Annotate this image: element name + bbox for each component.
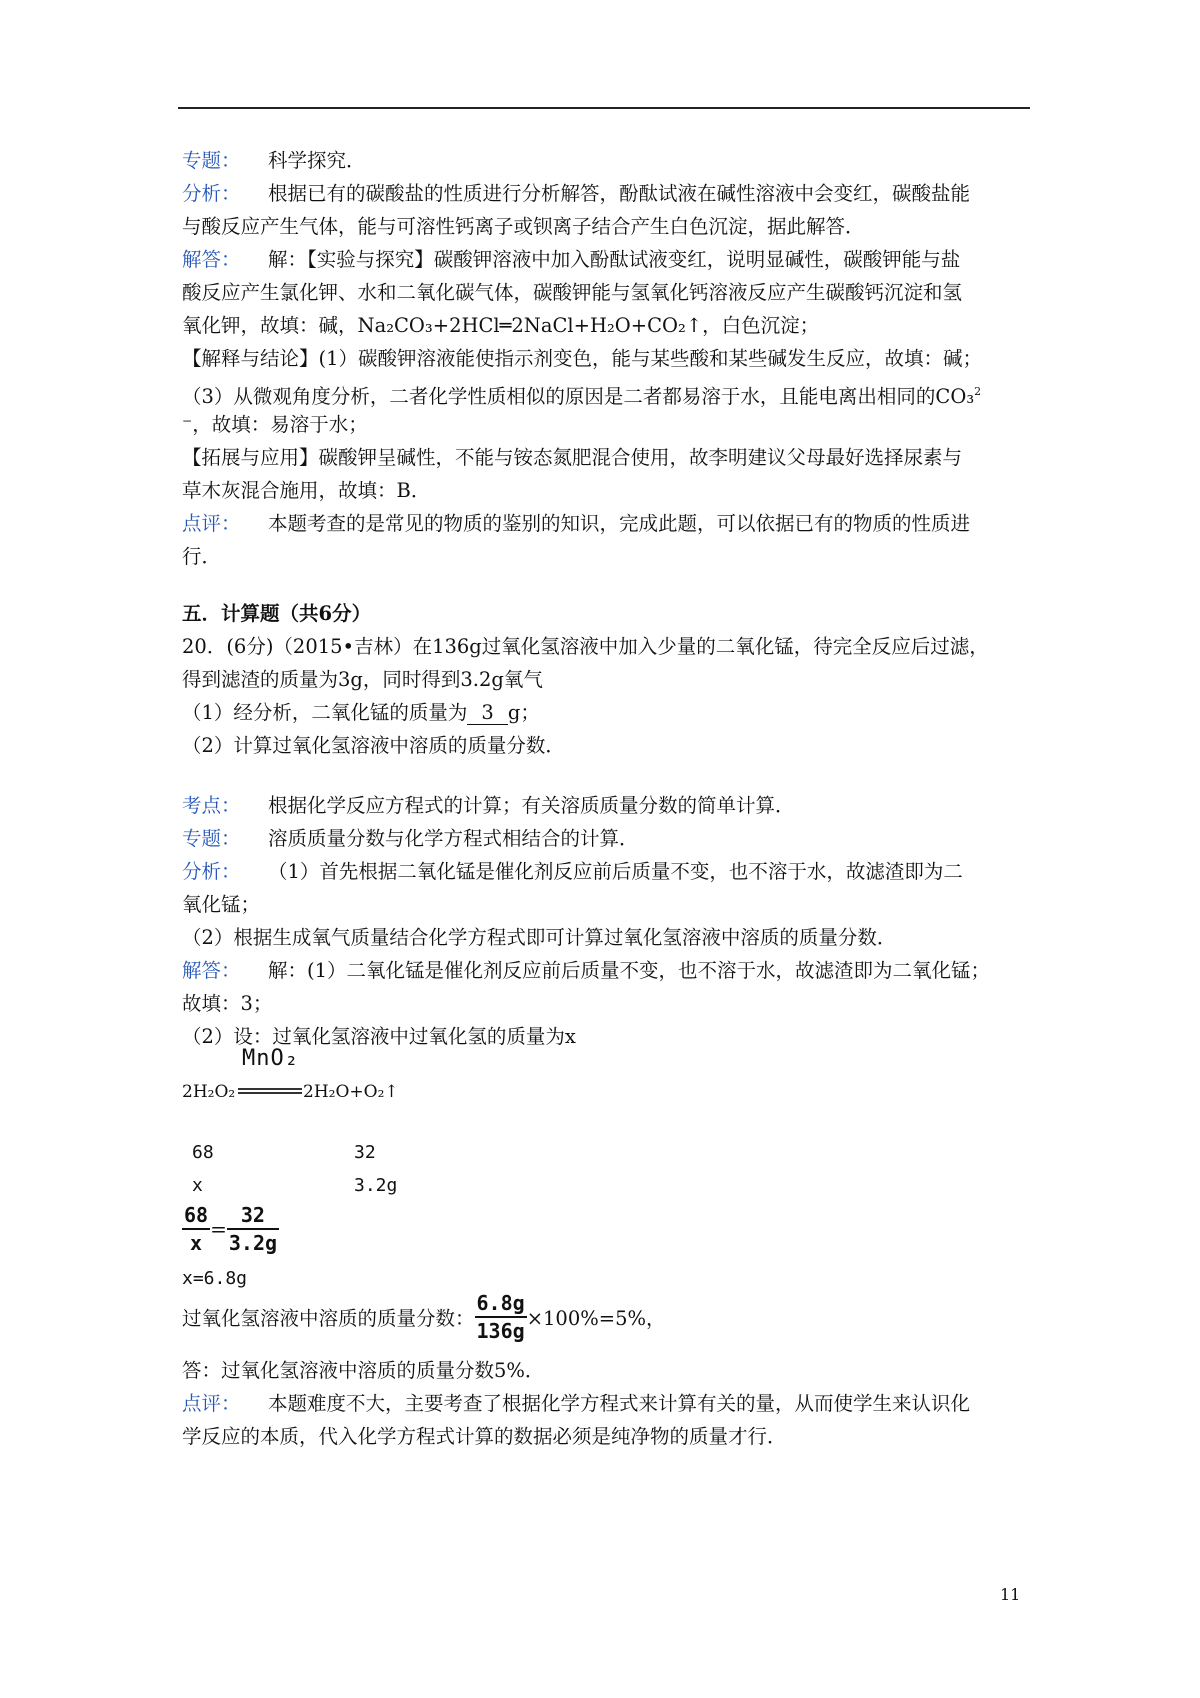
proportion-equation: [182, 1202, 279, 1256]
page-number: 11: [1000, 1585, 1021, 1604]
question-part-1-text: （1）经分析，二氧化锰的质量为: [182, 701, 468, 724]
percent-result: ×100%=5%，: [526, 1307, 666, 1330]
solution-answer-label: 解答：: [182, 959, 241, 982]
percent-text: 过氧化氢溶液中溶质的质量分数：: [182, 1307, 475, 1330]
question-part-1-unit: g；: [507, 701, 540, 724]
question-line-2: 得到滤渣的质量为3g，同时得到3.2g氧气: [182, 668, 543, 691]
solution-analysis-line-1: [182, 858, 963, 886]
comment-line-1: [182, 510, 970, 538]
charge-superscript: 2: [974, 385, 982, 398]
molar-mass-h2o2: 68: [192, 1142, 214, 1163]
solution-answer-line-2: 故填：3；: [182, 992, 273, 1015]
analysis-label: 分析：: [182, 182, 241, 205]
point-label: 考点：: [182, 794, 241, 817]
question-line-1: 20．(6分)（2015•吉林）在136g过氧化氢溶液中加入少量的二氧化锰，待完全反应后过滤，: [182, 635, 989, 658]
answer-line-8: 草木灰混合施用，故填：B．: [182, 479, 431, 502]
fraction-left: [182, 1202, 210, 1256]
answer-label: 解答：: [182, 248, 241, 271]
answer-blank: 3: [467, 702, 507, 725]
percent-line: [182, 1290, 666, 1344]
reaction-right: 2H₂O+O₂↑: [303, 1082, 399, 1102]
answer-line-5: [182, 378, 981, 411]
solution-comment-label: 点评：: [182, 1392, 241, 1415]
fraction-right-den: 3.2g: [228, 1231, 278, 1255]
solution-comment-line-1: [182, 1390, 970, 1418]
solution-topic-label: 专题：: [182, 827, 241, 850]
oxygen-mass: 3.2g: [354, 1175, 398, 1196]
percent-fraction-num: 6.8g: [475, 1290, 527, 1318]
answer-line-4: 【解释与结论】(1）碳酸钾溶液能使指示剂变色，能与某些酸和某些碱发生反应，故填：碱；: [182, 347, 983, 370]
fraction-right: [227, 1202, 279, 1256]
molar-mass-o2: 32: [354, 1142, 376, 1163]
solution-analysis-line-3: （2）根据生成氧气质量结合化学方程式即可计算过氧化氢溶液中溶质的质量分数．: [182, 926, 897, 949]
unknown-mass: x: [192, 1175, 203, 1196]
answer-line-1: [182, 246, 960, 274]
topic-label: 专题：: [182, 149, 241, 172]
solution-analysis-label: 分析：: [182, 860, 241, 883]
solution-analysis-line-2: 氧化锰；: [182, 893, 261, 916]
answer-line-3: 氧化钾，故填：碱，Na₂CO₃+2HCl═2NaCl+H₂O+CO₂↑，白色沉淀；: [182, 314, 820, 337]
point-line: [182, 792, 795, 820]
result-line: x=6.8g: [182, 1268, 248, 1289]
reaction-left: 2H₂O₂: [182, 1082, 236, 1102]
solution-topic-line: [182, 825, 639, 853]
comment-line-2: 行．: [182, 545, 222, 568]
answer-text-1: 解：【实验与探究】碳酸钾溶液中加入酚酞试液变红，说明显碱性，碳酸钾能与盐: [268, 248, 961, 271]
solution-comment-text-1: 本题难度不大，主要考查了根据化学方程式来计算有关的量，从而使学生来认识化: [268, 1392, 971, 1415]
equals-sign: =: [210, 1217, 227, 1241]
fraction-right-num: 32: [227, 1202, 279, 1230]
topic-text: 科学探究．: [268, 149, 366, 172]
comment-label: 点评：: [182, 512, 241, 535]
solution-answer-line-1: [182, 957, 990, 985]
section-heading: 五．计算题（共6分）: [182, 602, 372, 625]
answer-text-5: （3）从微观角度分析，二者化学性质相似的原因是二者都易溶于水，且能电离出相同的CO₃: [182, 385, 975, 408]
percent-fraction: [475, 1290, 527, 1344]
solution-comment-line-2: 学反应的本质，代入化学方程式计算的数据必须是纯净物的质量才行．: [182, 1425, 787, 1448]
solution-answer-text-1: 解：(1）二氧化锰是催化剂反应前后质量不变，也不溶于水，故滤渣即为二氧化锰；: [268, 959, 991, 982]
catalyst-label: MnO₂: [242, 1046, 299, 1071]
percent-fraction-den: 136g: [476, 1319, 525, 1343]
final-answer: 答：过氧化氢溶液中溶质的质量分数5%．: [182, 1359, 545, 1382]
topic-line: [182, 147, 366, 175]
answer-line-2: 酸反应产生氯化钾、水和二氧化碳气体，碳酸钾能与氢氧化钙溶液反应产生碳酸钙沉淀和氢: [182, 281, 963, 304]
comment-text-1: 本题考查的是常见的物质的鉴别的知识，完成此题，可以依据已有的物质的性质进: [268, 512, 971, 535]
solution-topic-text: 溶质质量分数与化学方程式相结合的计算．: [268, 827, 639, 850]
analysis-line-2: 与酸反应产生气体，能与可溶性钙离子或钡离子结合产生白色沉淀，据此解答．: [182, 215, 865, 238]
fraction-left-num: 68: [182, 1202, 210, 1230]
reaction-arrow: [238, 1088, 302, 1094]
analysis-line-1: [182, 180, 970, 208]
point-text: 根据化学反应方程式的计算；有关溶质质量分数的简单计算．: [268, 794, 795, 817]
solution-analysis-text-1: （1）首先根据二氧化锰是催化剂反应前后质量不变，也不溶于水，故滤渣即为二: [268, 860, 963, 883]
solution-answer-line-3: （2）设：过氧化氢溶液中过氧化氢的质量为x: [182, 1025, 576, 1048]
analysis-text-1: 根据已有的碳酸盐的性质进行分析解答，酚酞试液在碱性溶液中会变红，碳酸盐能: [268, 182, 971, 205]
fraction-left-den: x: [190, 1231, 203, 1255]
question-part-1: [182, 699, 540, 727]
header-rule: [178, 107, 1030, 109]
question-part-2: （2）计算过氧化氢溶液中溶质的质量分数．: [182, 734, 565, 757]
answer-line-7: 【拓展与应用】碳酸钾呈碱性，不能与铵态氮肥混合使用，故李明建议父母最好选择尿素与: [182, 446, 963, 469]
answer-line-6: ⁻，故填：易溶于水；: [182, 413, 368, 436]
